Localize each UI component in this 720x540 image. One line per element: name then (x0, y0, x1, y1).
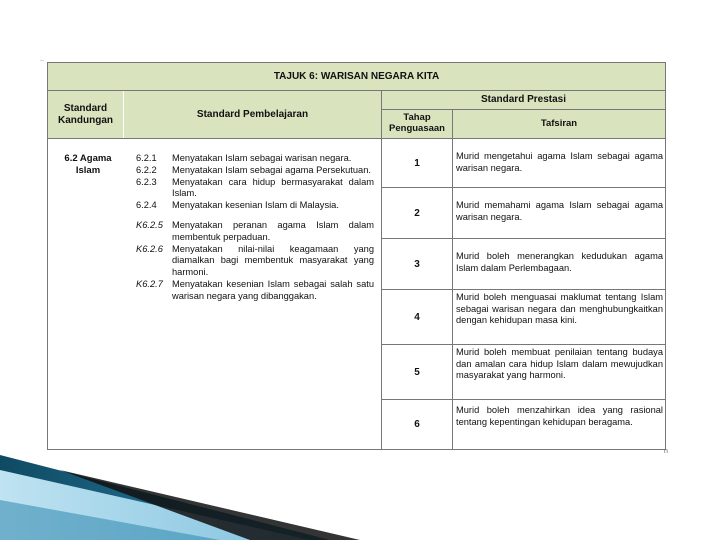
tahap-value: 1 (414, 157, 420, 169)
pembelajaran-text: Menyatakan cara hidup bermasyarakat dalam Islam. (172, 176, 374, 199)
tafsiran-value: Murid boleh menguasai maklumat tentang Islam sebagai warisan negara dan menghubungkaitkan dengan kehidupan masa kini. (456, 292, 663, 326)
tahap-value: 3 (414, 258, 420, 270)
pembelajaran-text: Menyatakan kesenian Islam sebagai salah satu warisan negara yang dibanggakan. (172, 278, 374, 301)
pembelajaran-item (136, 177, 374, 201)
pembelajaran-item (136, 279, 374, 303)
pembelajaran-code: 6.2.3 (136, 176, 157, 187)
tahap-value: 6 (414, 419, 420, 430)
header-tahap-penguasaan: Tahap Penguasaan (382, 110, 452, 138)
pembelajaran-item (136, 153, 374, 165)
column-divider-tafsiran (452, 109, 453, 449)
pembelajaran-item (136, 244, 374, 279)
tafsiran-value: Murid boleh membuat penilaian tentang budaya dan amalan cara hidup Islam dalam mewujudkan masyarakat yang harmoni. (456, 347, 663, 381)
header-standard-kandungan: Standard Kandungan (48, 91, 123, 138)
corner-mark: n (664, 448, 668, 455)
prestasi-subheader-divider (382, 109, 665, 110)
pembelajaran-code: 6.2.4 (136, 200, 157, 211)
pembelajaran-item (136, 165, 374, 177)
kandungan-value: 6.2 Agama Islam (64, 153, 112, 176)
tahap-value: 2 (414, 207, 420, 219)
tahap-value: 5 (414, 366, 420, 378)
pembelajaran-text: Menyatakan nilai-nilai keagamaan yang diamalkan bagi membentuk masyarakat yang harmoni. (172, 243, 374, 278)
tafsiran-value: Murid memahami agama Islam sebagai agama warisan negara. (456, 200, 663, 222)
pembelajaran-text: Menyatakan peranan agama Islam dalam membentuk perpaduan. (172, 219, 374, 242)
pembelajaran-code: K6.2.7 (136, 278, 163, 289)
pembelajaran-code: 6.2.1 (136, 153, 157, 163)
pembelajaran-list (136, 153, 374, 303)
pembelajaran-code: K6.2.6 (136, 243, 163, 254)
pembelajaran-text: Menyatakan Islam sebagai warisan negara. (172, 153, 352, 163)
pembelajaran-text: Menyatakan Islam sebagai agama Persekutuan. (172, 164, 371, 175)
header-standard-pembelajaran: Standard Pembelajaran (124, 91, 381, 138)
header-divider (48, 138, 665, 139)
pembelajaran-item (136, 200, 374, 212)
tahap-value: 4 (414, 311, 420, 323)
pembelajaran-code: 6.2.2 (136, 164, 157, 175)
header-tafsiran: Tafsiran (453, 110, 665, 138)
header-standard-prestasi: Standard Prestasi (382, 91, 665, 109)
tafsiran-value: Murid boleh menerangkan kedudukan agama Islam dalam Perlembagaan. (456, 251, 663, 273)
top-left-marker: .. (40, 56, 44, 63)
curriculum-table (47, 62, 666, 450)
tafsiran-value: Murid mengetahui agama Islam sebagai agama warisan negara. (456, 151, 663, 173)
table-title: TAJUK 6: WARISAN NEGARA KITA (48, 63, 665, 91)
tafsiran-value: Murid boleh menzahirkan idea yang rasional tentang kepentingan kehidupan beragama. (456, 405, 663, 427)
pembelajaran-text: Menyatakan kesenian Islam di Malaysia. (172, 200, 339, 211)
pembelajaran-item (136, 220, 374, 244)
pembelajaran-code: K6.2.5 (136, 219, 163, 230)
